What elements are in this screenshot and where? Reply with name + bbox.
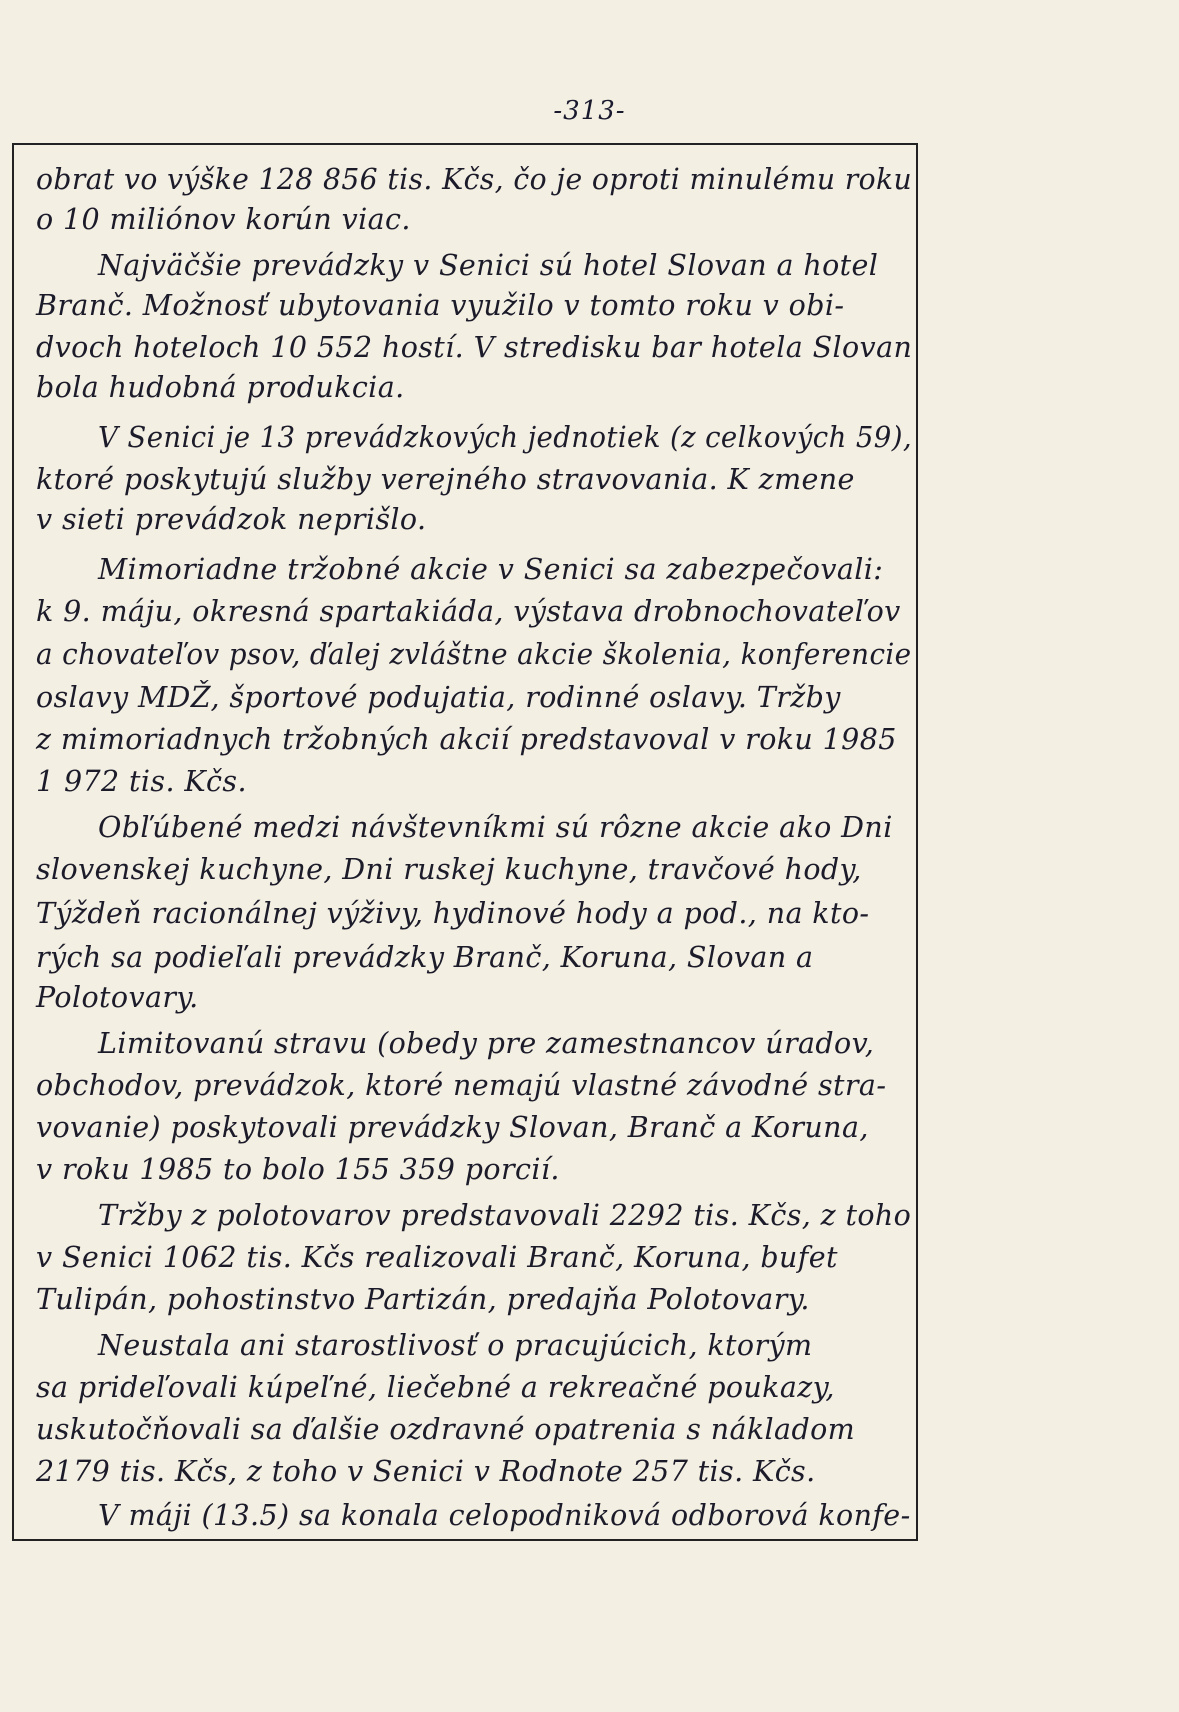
page-frame-bottom-rule	[12, 1539, 918, 1541]
text-line: V Senici je 13 prevádzkových jednotiek (z celkových 59),	[98, 421, 912, 454]
text-line: obchodov, prevádzok, ktoré nemajú vlastné závodné stra-	[36, 1069, 887, 1102]
text-line: Mimoriadne tržobné akcie v Senici sa zabezpečovali:	[98, 553, 884, 586]
text-line: v Senici 1062 tis. Kčs realizovali Branč, Koruna, bufet	[36, 1241, 838, 1274]
text-line: oslavy MDŽ, športové podujatia, rodinné oslavy. Tržby	[36, 681, 841, 714]
text-line: V máji (13.5) sa konala celopodniková odborová konfe-	[98, 1499, 911, 1532]
text-line: Tulipán, pohostinstvo Partizán, predajňa Polotovary.	[36, 1283, 810, 1316]
text-line: ktoré poskytujú služby verejného stravovania. K zmene	[36, 463, 855, 496]
text-line: Tržby z polotovarov predstavovali 2292 tis. Kčs, z toho	[98, 1199, 912, 1232]
text-line: rých sa podieľali prevádzky Branč, Koruna, Slovan a	[36, 941, 814, 974]
text-line: dvoch hoteloch 10 552 hostí. V stredisku bar hotela Slovan	[36, 331, 913, 364]
text-line: obrat vo výške 128 856 tis. Kčs, čo je oproti minulému roku	[36, 163, 913, 196]
text-line: bola hudobná produkcia.	[36, 371, 405, 404]
text-line: v sieti prevádzok neprišlo.	[36, 503, 427, 536]
text-line: 1 972 tis. Kčs.	[36, 765, 247, 798]
text-line: v roku 1985 to bolo 155 359 porcií.	[36, 1153, 560, 1186]
text-line: Obľúbené medzi návštevníkmi sú rôzne akcie ako Dni	[98, 811, 893, 844]
text-line: Branč. Možnosť ubytovania využilo v tomto roku v obi-	[36, 289, 845, 322]
text-line: sa prideľovali kúpeľné, liečebné a rekreačné poukazy,	[36, 1371, 835, 1404]
text-line: Limitovanú stravu (obedy pre zamestnancov úradov,	[98, 1027, 875, 1060]
text-line: vovanie) poskytovali prevádzky Slovan, Branč a Koruna,	[36, 1111, 869, 1144]
text-line: o 10 miliónov korún viac.	[36, 203, 411, 236]
text-line: k 9. máju, okresná spartakiáda, výstava drobnochovateľov	[36, 595, 901, 628]
text-line: 2179 tis. Kčs, z toho v Senici v Rodnote 257 tis. Kčs.	[36, 1455, 816, 1488]
text-line: Najväčšie prevádzky v Senici sú hotel Slovan a hotel	[98, 249, 879, 282]
text-line: slovenskej kuchyne, Dni ruskej kuchyne, travčové hody,	[36, 853, 862, 886]
text-line: a chovateľov psov, ďalej zvláštne akcie školenia, konferencie	[36, 638, 912, 671]
text-line: Neustala ani starostlivosť o pracujúcich, ktorým	[98, 1329, 813, 1362]
text-line: Týždeň racionálnej výživy, hydinové hody a pod., na kto-	[36, 897, 870, 930]
text-line: Polotovary.	[36, 981, 199, 1014]
page-number: -313-	[553, 96, 626, 126]
text-line: z mimoriadnych tržobných akcií predstavoval v roku 1985	[36, 723, 897, 756]
text-line: uskutočňovali sa ďalšie ozdravné opatrenia s nákladom	[36, 1413, 856, 1446]
